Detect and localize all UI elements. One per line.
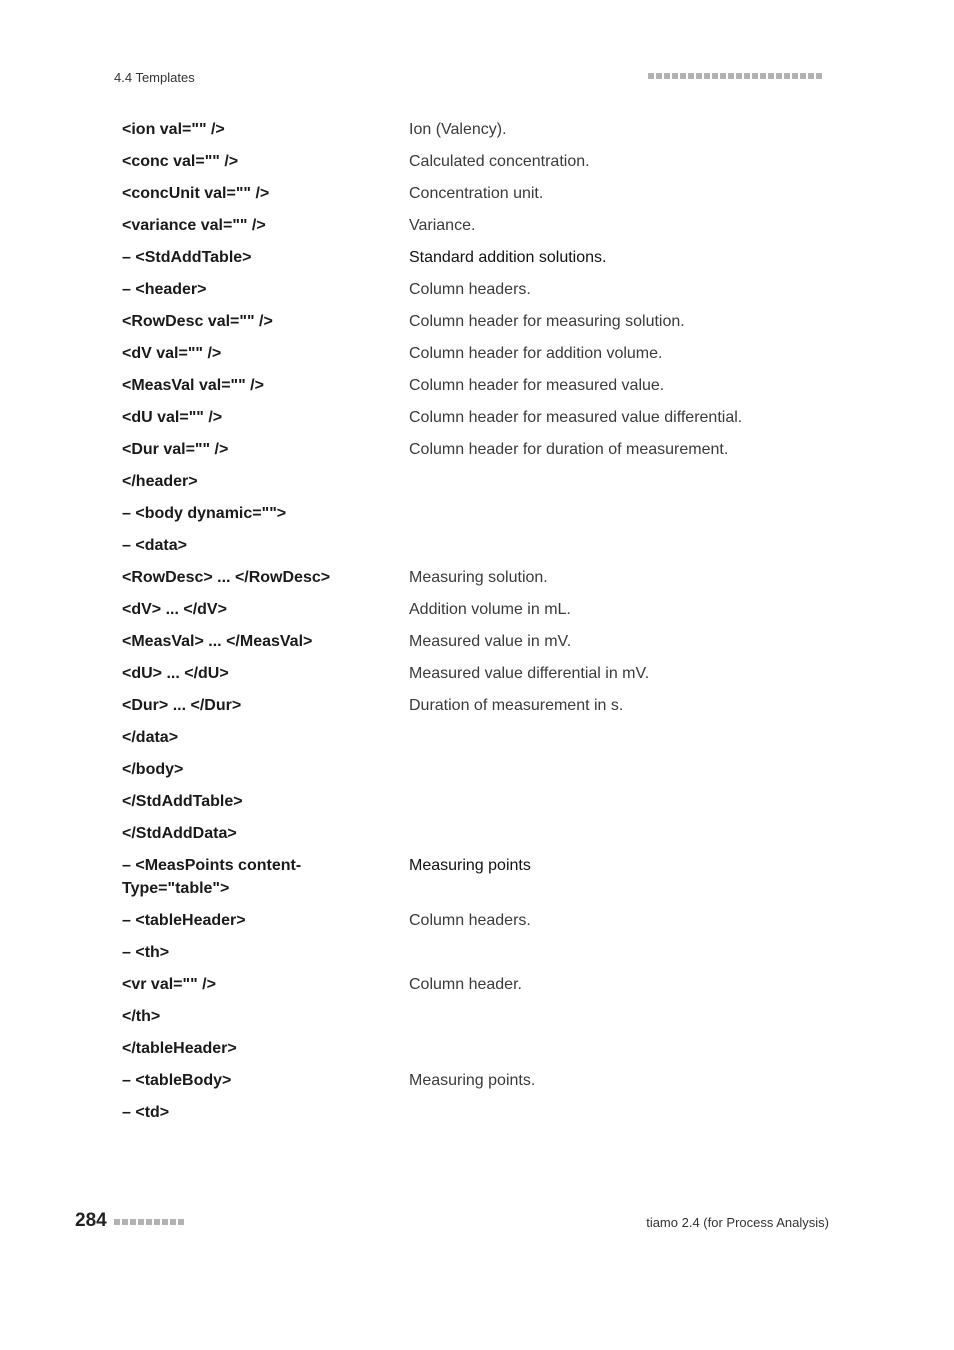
tag-row — [122, 909, 842, 941]
tag-row — [122, 342, 842, 374]
header-dot-bar — [648, 73, 822, 79]
tag-name: <concUnit val="" /> — [122, 185, 270, 202]
tag-row — [122, 758, 842, 790]
tag-row — [122, 310, 842, 342]
tag-name: – <data> — [122, 537, 187, 554]
tag-row — [122, 941, 842, 973]
tag-description: Column headers. — [409, 912, 531, 929]
tag-row — [122, 534, 842, 566]
tag-row — [122, 246, 842, 278]
tag-row — [122, 182, 842, 214]
tag-row — [122, 118, 842, 150]
tag-row — [122, 1069, 842, 1101]
tag-name: </tableHeader> — [122, 1040, 237, 1057]
tag-row — [122, 598, 842, 630]
tag-name: <variance val="" /> — [122, 217, 266, 234]
tag-row — [122, 790, 842, 822]
running-header-section: 4.4 Templates — [114, 70, 195, 85]
tag-description: Column header for measured value. — [409, 377, 665, 394]
tag-name: <conc val="" /> — [122, 153, 239, 170]
tag-name: </header> — [122, 473, 198, 490]
tag-name: <MeasVal> ... </MeasVal> — [122, 633, 313, 650]
tag-row — [122, 1101, 842, 1133]
tag-description: Variance. — [409, 217, 476, 234]
tag-name: – <body dynamic=""> — [122, 505, 287, 522]
tag-name: – <MeasPoints content- Type="table"> — [122, 857, 302, 897]
tag-row — [122, 406, 842, 438]
tag-row — [122, 470, 842, 502]
tag-row — [122, 1037, 842, 1069]
tag-name: – <tableHeader> — [122, 912, 246, 929]
tag-name: </StdAddTable> — [122, 793, 243, 810]
tag-name: <dU val="" /> — [122, 409, 223, 426]
tag-name: </th> — [122, 1008, 161, 1025]
tag-name: – <th> — [122, 944, 170, 961]
tag-description: Column headers. — [409, 281, 531, 298]
tag-name: <dV> ... </dV> — [122, 601, 227, 618]
tag-name: – <StdAddTable> — [122, 249, 252, 266]
tag-row — [122, 502, 842, 534]
tag-row — [122, 214, 842, 246]
tag-name: <dU> ... </dU> — [122, 665, 229, 682]
tag-row — [122, 630, 842, 662]
tag-row — [122, 854, 842, 909]
tag-row — [122, 278, 842, 310]
tag-name: – <td> — [122, 1104, 170, 1121]
tag-description: Measuring points — [409, 857, 531, 874]
tag-name: </data> — [122, 729, 179, 746]
template-tag-list — [122, 118, 842, 1133]
tag-row — [122, 822, 842, 854]
tag-description: Column header for measured value differential. — [409, 409, 743, 426]
tag-name: <dV val="" /> — [122, 345, 222, 362]
tag-row — [122, 566, 842, 598]
tag-name: <ion val="" /> — [122, 121, 225, 138]
tag-description: Column header for duration of measurement. — [409, 441, 729, 458]
footer-dot-bar — [114, 1219, 184, 1225]
tag-description: Standard addition solutions. — [409, 249, 607, 266]
tag-description: Column header. — [409, 976, 522, 993]
tag-row — [122, 150, 842, 182]
tag-name: <Dur val="" /> — [122, 441, 229, 458]
tag-name: </body> — [122, 761, 184, 778]
tag-description: Duration of measurement in s. — [409, 697, 624, 714]
tag-name: <RowDesc> ... </RowDesc> — [122, 569, 331, 586]
tag-name: – <tableBody> — [122, 1072, 232, 1089]
tag-row — [122, 374, 842, 406]
tag-row — [122, 694, 842, 726]
tag-name: <RowDesc val="" /> — [122, 313, 273, 330]
tag-name: </StdAddData> — [122, 825, 237, 842]
tag-row — [122, 662, 842, 694]
tag-row — [122, 1005, 842, 1037]
footer-product-name: tiamo 2.4 (for Process Analysis) — [646, 1215, 829, 1230]
tag-row — [122, 438, 842, 470]
tag-description: Column header for addition volume. — [409, 345, 663, 362]
tag-description: Calculated concentration. — [409, 153, 590, 170]
tag-description: Measuring points. — [409, 1072, 536, 1089]
tag-description: Measured value in mV. — [409, 633, 572, 650]
tag-description: Concentration unit. — [409, 185, 544, 202]
tag-description: Measured value differential in mV. — [409, 665, 650, 682]
page-number: 284 — [75, 1210, 107, 1231]
tag-name: <vr val="" /> — [122, 976, 216, 993]
tag-description: Measuring solution. — [409, 569, 548, 586]
tag-name: <Dur> ... </Dur> — [122, 697, 242, 714]
tag-description: Column header for measuring solution. — [409, 313, 685, 330]
tag-row — [122, 726, 842, 758]
tag-row — [122, 973, 842, 1005]
tag-name: <MeasVal val="" /> — [122, 377, 264, 394]
tag-description: Addition volume in mL. — [409, 601, 571, 618]
tag-description: Ion (Valency). — [409, 121, 507, 138]
tag-name: – <header> — [122, 281, 207, 298]
